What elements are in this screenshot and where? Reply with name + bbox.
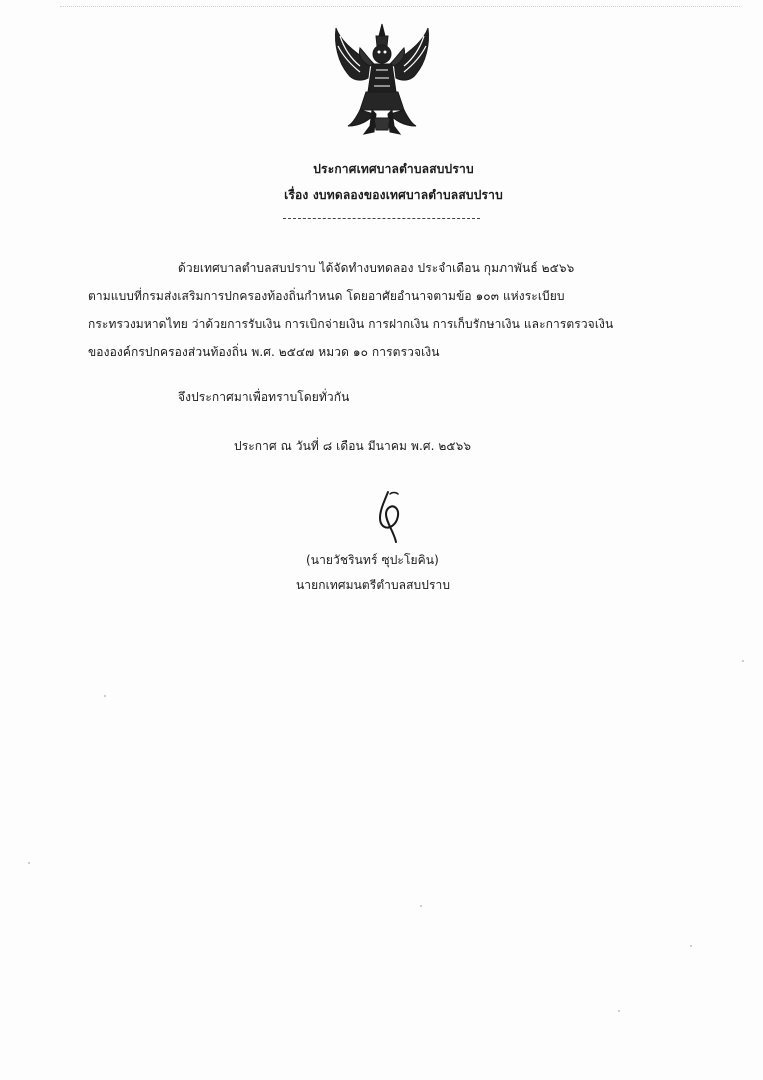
announcement-title: ประกาศเทศบาลตำบลสบปราบ	[313, 162, 474, 176]
body-paragraph-line: ขององค์กรปกครองส่วนท้องถิ่น พ.ศ. ๒๕๔๗ หมวด ๑๐ การตรวจเงิน	[88, 345, 440, 359]
signer-title: นายกเทศมนตรีตำบลสบปราบ	[296, 578, 451, 592]
body-paragraph-line: ด้วยเทศบาลตำบลสบปราบ ได้จัดทำงบทดลอง ประจำเดือน กุมภาพันธ์ ๒๕๖๖	[178, 261, 575, 275]
scan-speck	[104, 695, 106, 697]
announcement-subject: เรื่อง งบทดลองของเทศบาลตำบลสบปราบ	[284, 188, 503, 202]
scan-speck	[690, 945, 692, 947]
title-divider	[283, 218, 480, 219]
announcement-date: ประกาศ ณ วันที่ ๘ เดือน มีนาคม พ.ศ. ๒๕๖๖	[234, 439, 472, 453]
scan-speck	[420, 905, 422, 907]
announcement-closing: จึงประกาศมาเพื่อทราบโดยทั่วกัน	[178, 390, 350, 404]
handwritten-signature-icon	[366, 488, 420, 544]
scan-speck	[742, 660, 744, 662]
body-paragraph-line: ตามแบบที่กรมส่งเสริมการปกครองท้องถิ่นกำหนด โดยอาศัยอำนาจตามข้อ ๑๐๓ แห่งระเบียบ	[88, 289, 565, 303]
scan-edge-artifact	[60, 6, 740, 11]
scan-speck	[618, 1010, 620, 1012]
scan-speck	[28, 862, 30, 864]
body-paragraph-line: กระทรวงมหาดไทย ว่าด้วยการรับเงิน การเบิกจ่ายเงิน การฝากเงิน การเก็บรักษาเงิน และการตรวจเงิน	[88, 317, 614, 331]
signer-name: (นายวัชรินทร์ ซุปะโยคิน)	[306, 553, 439, 567]
garuda-emblem-icon	[330, 22, 434, 140]
